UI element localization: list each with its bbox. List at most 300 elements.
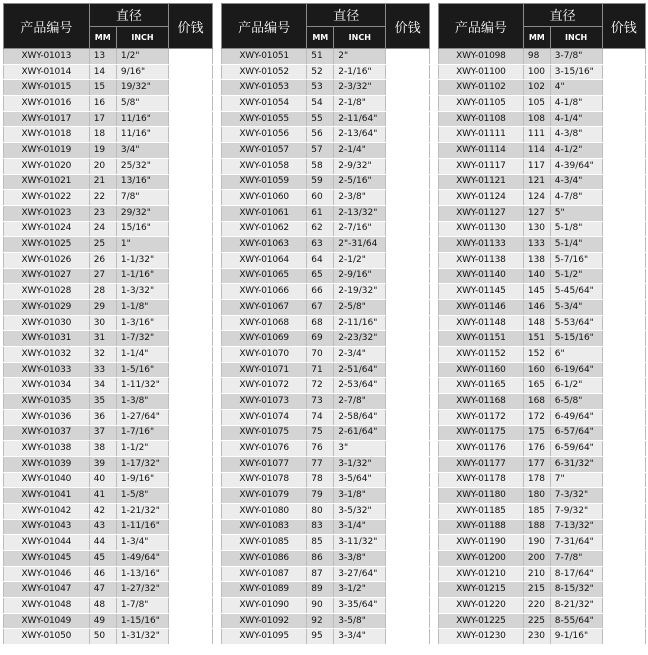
inch-cell: 2-51/64" [334,362,386,378]
mm-cell: 148 [523,315,550,331]
code-cell: XWY-01165 [439,378,524,394]
inch-cell: 4-1/2" [550,143,602,159]
price-cell [602,331,645,347]
inch-cell: 2-7/16" [334,221,386,237]
mm-cell: 133 [523,237,550,253]
size-table [438,3,646,645]
price-cell [169,174,213,190]
price-cell [602,205,645,221]
code-cell: XWY-01064 [222,252,307,268]
table-row [222,582,430,598]
mm-cell: 78 [307,472,334,488]
code-cell: XWY-01177 [439,456,524,472]
code-cell: XWY-01074 [222,409,307,425]
mm-cell: 73 [307,394,334,410]
code-cell: XWY-01027 [4,268,90,284]
price-cell [602,96,645,112]
code-cell: XWY-01085 [222,535,307,551]
price-cell [169,49,213,65]
inch-cell: 3-1/8" [334,488,386,504]
table-row [4,205,213,221]
table-row [222,551,430,567]
price-cell [386,268,430,284]
price-cell [169,205,213,221]
code-cell: XWY-01079 [222,488,307,504]
table-row [439,472,646,488]
mm-cell: 190 [523,535,550,551]
inch-cell: 11/16" [116,127,168,143]
code-cell: XWY-01019 [4,143,90,159]
price-cell [386,535,430,551]
table-row [439,519,646,535]
table-row [222,300,430,316]
table-row [4,315,213,331]
code-cell: XWY-01121 [439,174,524,190]
price-cell [602,425,645,441]
inch-cell: 2-1/16" [334,64,386,80]
inch-cell: 2-3/8" [334,190,386,206]
price-cell [602,535,645,551]
price-cell [169,300,213,316]
header-mm: MM [89,26,116,49]
code-cell: XWY-01089 [222,582,307,598]
header-diameter: 直径 [307,4,386,27]
table-row [222,503,430,519]
mm-cell: 90 [307,598,334,614]
mm-cell: 40 [89,472,116,488]
mm-cell: 160 [523,362,550,378]
header-diameter: 直径 [89,4,168,27]
code-cell: XWY-01032 [4,347,90,363]
price-cell [602,237,645,253]
inch-cell: 2" [334,49,386,65]
price-cell [602,362,645,378]
table-row [439,362,646,378]
mm-cell: 225 [523,613,550,629]
inch-cell: 6-49/64" [550,409,602,425]
table-row [222,519,430,535]
mm-cell: 56 [307,127,334,143]
code-cell: XWY-01050 [4,629,90,645]
inch-cell: 19/32" [116,80,168,96]
mm-cell: 100 [523,64,550,80]
price-cell [386,174,430,190]
table-row [439,551,646,567]
mm-cell: 25 [89,237,116,253]
mm-cell: 83 [307,519,334,535]
table-row [4,362,213,378]
mm-cell: 67 [307,300,334,316]
code-cell: XWY-01059 [222,174,307,190]
code-cell: XWY-01148 [439,315,524,331]
price-cell [169,503,213,519]
code-cell: XWY-01076 [222,441,307,457]
mm-cell: 151 [523,331,550,347]
inch-cell: 1-5/16" [116,362,168,378]
inch-cell: 2-5/16" [334,174,386,190]
price-cell [169,252,213,268]
header-inch: INCH [116,26,168,49]
inch-cell: 5-53/64" [550,315,602,331]
code-cell: XWY-01168 [439,394,524,410]
price-cell [386,205,430,221]
mm-cell: 65 [307,268,334,284]
mm-cell: 105 [523,96,550,112]
table-row [222,566,430,582]
price-cell [602,221,645,237]
price-cell [602,143,645,159]
inch-cell: 2-1/4" [334,143,386,159]
header-inch: INCH [550,26,602,49]
mm-cell: 75 [307,425,334,441]
mm-cell: 152 [523,347,550,363]
mm-cell: 58 [307,158,334,174]
mm-cell: 64 [307,252,334,268]
table-row [222,378,430,394]
inch-cell: 2-9/16" [334,268,386,284]
table-body [439,49,646,645]
price-cell [602,300,645,316]
price-cell [602,629,645,645]
mm-cell: 32 [89,347,116,363]
inch-cell: 4-1/8" [550,96,602,112]
table-row [222,409,430,425]
code-cell: XWY-01021 [4,174,90,190]
table-panel-2 [221,3,430,645]
price-cell [602,111,645,127]
price-cell [169,237,213,253]
code-cell: XWY-01044 [4,535,90,551]
code-cell: XWY-01067 [222,300,307,316]
table-row [4,284,213,300]
mm-cell: 178 [523,472,550,488]
mm-cell: 16 [89,96,116,112]
mm-cell: 50 [89,629,116,645]
price-cell [602,488,645,504]
code-cell: XWY-01078 [222,472,307,488]
inch-cell: 2-7/8" [334,394,386,410]
table-row [439,409,646,425]
inch-cell: 7/8" [116,190,168,206]
table-row [439,252,646,268]
inch-cell: 5-1/8" [550,221,602,237]
mm-cell: 46 [89,566,116,582]
inch-cell: 2-3/32" [334,80,386,96]
code-cell: XWY-01045 [4,551,90,567]
mm-cell: 210 [523,566,550,582]
code-cell: XWY-01073 [222,394,307,410]
table-row [4,566,213,582]
table-row [222,284,430,300]
table-row [4,472,213,488]
table-panel-3 [438,3,646,645]
table-row [4,441,213,457]
table-row [222,143,430,159]
price-cell [602,252,645,268]
inch-cell: 3-1/2" [334,582,386,598]
table-row [4,598,213,614]
table-row [222,472,430,488]
table-row [222,158,430,174]
table-row [439,331,646,347]
price-cell [602,315,645,331]
inch-cell: 1-27/64" [116,409,168,425]
inch-cell: 6-19/64" [550,362,602,378]
mm-cell: 33 [89,362,116,378]
price-cell [602,268,645,284]
table-row [439,111,646,127]
price-cell [386,394,430,410]
inch-cell: 1" [116,237,168,253]
code-cell: XWY-01215 [439,582,524,598]
inch-cell: 8-55/64" [550,613,602,629]
mm-cell: 127 [523,205,550,221]
inch-cell: 5" [550,205,602,221]
size-table [3,3,213,645]
code-cell: XWY-01057 [222,143,307,159]
table-row [4,80,213,96]
mm-cell: 72 [307,378,334,394]
mm-cell: 114 [523,143,550,159]
mm-cell: 47 [89,582,116,598]
price-cell [386,582,430,598]
price-cell [386,503,430,519]
code-cell: XWY-01058 [222,158,307,174]
mm-cell: 59 [307,174,334,190]
code-cell: XWY-01127 [439,205,524,221]
header-code: 产品编号 [222,4,307,49]
mm-cell: 71 [307,362,334,378]
code-cell: XWY-01160 [439,362,524,378]
inch-cell: 3-11/32" [334,535,386,551]
price-cell [602,284,645,300]
mm-cell: 52 [307,64,334,80]
price-cell [169,315,213,331]
mm-cell: 60 [307,190,334,206]
inch-cell: 5-15/16" [550,331,602,347]
table-row [4,268,213,284]
code-cell: XWY-01062 [222,221,307,237]
inch-cell: 2-58/64" [334,409,386,425]
table-row [4,127,213,143]
code-cell: XWY-01061 [222,205,307,221]
table-row [439,80,646,96]
price-cell [169,551,213,567]
inch-cell: 5/8" [116,96,168,112]
price-cell [169,143,213,159]
price-cell [602,456,645,472]
code-cell: XWY-01185 [439,503,524,519]
code-cell: XWY-01069 [222,331,307,347]
price-cell [602,127,645,143]
inch-cell: 3-7/8" [550,49,602,65]
table-row [222,613,430,629]
code-cell: XWY-01083 [222,519,307,535]
mm-cell: 23 [89,205,116,221]
table-row [222,441,430,457]
table-row [222,64,430,80]
code-cell: XWY-01066 [222,284,307,300]
price-cell [169,111,213,127]
code-cell: XWY-01049 [4,613,90,629]
inch-cell: 7" [550,472,602,488]
code-cell: XWY-01188 [439,519,524,535]
code-cell: XWY-01070 [222,347,307,363]
code-cell: XWY-01046 [4,566,90,582]
table-row [4,96,213,112]
code-cell: XWY-01180 [439,488,524,504]
price-cell [602,378,645,394]
inch-cell: 2-3/4" [334,347,386,363]
price-cell [169,347,213,363]
price-cell [602,190,645,206]
table-row [439,456,646,472]
table-row [4,613,213,629]
inch-cell: 1-3/4" [116,535,168,551]
inch-cell: 8-21/32" [550,598,602,614]
price-cell [602,394,645,410]
inch-cell: 4-1/4" [550,111,602,127]
price-cell [386,237,430,253]
table-row [4,143,213,159]
price-cell [169,472,213,488]
price-cell [602,347,645,363]
price-cell [602,174,645,190]
inch-cell: 1-3/8" [116,394,168,410]
inch-cell: 1-5/8" [116,488,168,504]
mm-cell: 34 [89,378,116,394]
code-cell: XWY-01178 [439,472,524,488]
table-row [222,629,430,645]
mm-cell: 85 [307,535,334,551]
table-row [439,49,646,65]
code-cell: XWY-01124 [439,190,524,206]
table-row [439,503,646,519]
inch-cell: 2-13/32" [334,205,386,221]
inch-cell: 3-5/32" [334,503,386,519]
inch-cell: 6-59/64" [550,441,602,457]
mm-cell: 86 [307,551,334,567]
mm-cell: 175 [523,425,550,441]
price-cell [386,378,430,394]
mm-cell: 165 [523,378,550,394]
price-cell [602,49,645,65]
price-cell [169,535,213,551]
inch-cell: 2-9/32" [334,158,386,174]
mm-cell: 215 [523,582,550,598]
header-diameter: 直径 [523,4,602,27]
code-cell: XWY-01098 [439,49,524,65]
inch-cell: 3-5/64" [334,472,386,488]
price-cell [602,503,645,519]
table-row [222,49,430,65]
price-cell [386,127,430,143]
code-cell: XWY-01086 [222,551,307,567]
mm-cell: 45 [89,551,116,567]
inch-cell: 3" [334,441,386,457]
code-cell: XWY-01100 [439,64,524,80]
table-row [222,221,430,237]
table-row [222,315,430,331]
mm-cell: 36 [89,409,116,425]
table-row [4,488,213,504]
code-cell: XWY-01090 [222,598,307,614]
inch-cell: 3-3/4" [334,629,386,645]
table-row [222,488,430,504]
price-cell [169,221,213,237]
inch-cell: 1-1/8" [116,300,168,316]
mm-cell: 200 [523,551,550,567]
mm-cell: 77 [307,456,334,472]
code-cell: XWY-01017 [4,111,90,127]
code-cell: XWY-01172 [439,409,524,425]
table-row [439,158,646,174]
mm-cell: 138 [523,252,550,268]
code-cell: XWY-01077 [222,456,307,472]
code-cell: XWY-01152 [439,347,524,363]
price-cell [386,111,430,127]
table-row [439,221,646,237]
inch-cell: 6-1/2" [550,378,602,394]
mm-cell: 87 [307,566,334,582]
code-cell: XWY-01220 [439,598,524,614]
code-cell: XWY-01028 [4,284,90,300]
code-cell: XWY-01190 [439,535,524,551]
code-cell: XWY-01036 [4,409,90,425]
code-cell: XWY-01048 [4,598,90,614]
table-row [222,456,430,472]
code-cell: XWY-01225 [439,613,524,629]
price-cell [386,143,430,159]
price-cell [386,362,430,378]
price-cell [602,472,645,488]
code-cell: XWY-01210 [439,566,524,582]
inch-cell: 5-1/4" [550,237,602,253]
table-row [222,190,430,206]
price-cell [169,613,213,629]
inch-cell: 1-3/32" [116,284,168,300]
price-cell [169,566,213,582]
table-row [222,252,430,268]
inch-cell: 1-1/32" [116,252,168,268]
table-row [222,111,430,127]
code-cell: XWY-01063 [222,237,307,253]
price-cell [386,488,430,504]
code-cell: XWY-01047 [4,582,90,598]
inch-cell: 4-3/8" [550,127,602,143]
table-row [4,237,213,253]
header-price: 价钱 [602,4,645,49]
price-cell [169,96,213,112]
table-row [439,96,646,112]
table-row [4,252,213,268]
mm-cell: 92 [307,613,334,629]
code-cell: XWY-01042 [4,503,90,519]
mm-cell: 61 [307,205,334,221]
table-row [439,535,646,551]
inch-cell: 3-1/32" [334,456,386,472]
inch-cell: 3-3/8" [334,551,386,567]
table-row [222,425,430,441]
code-cell: XWY-01060 [222,190,307,206]
header-code: 产品编号 [439,4,524,49]
mm-cell: 35 [89,394,116,410]
inch-cell: 3-15/16" [550,64,602,80]
table-body [222,49,430,645]
mm-cell: 76 [307,441,334,457]
mm-cell: 230 [523,629,550,645]
code-cell: XWY-01075 [222,425,307,441]
